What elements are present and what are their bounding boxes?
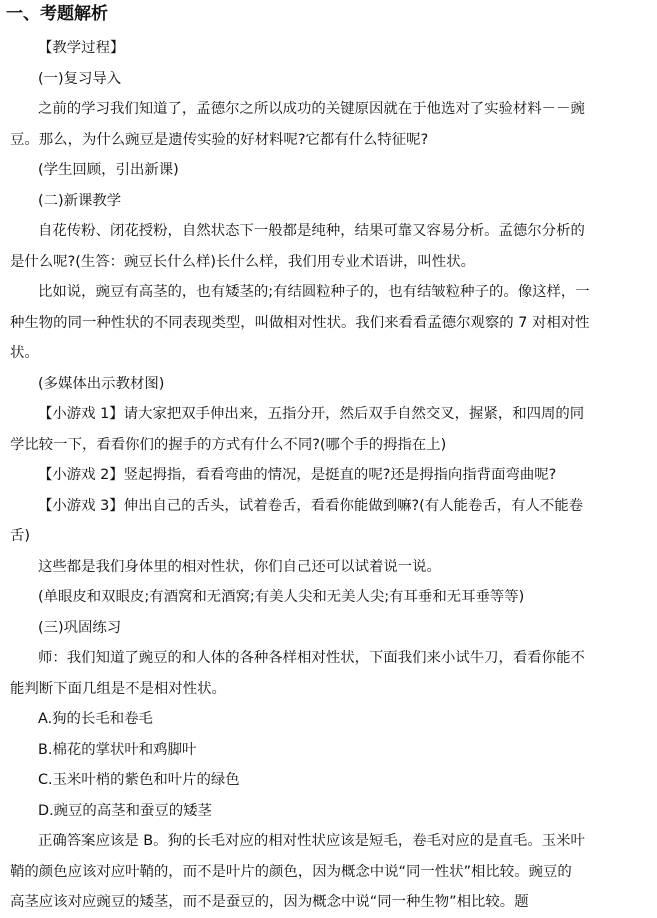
- text-line: B.棉花的掌状叶和鸡脚叶: [38, 741, 197, 758]
- text-line: C.玉米叶梢的紫色和叶片的绿色: [38, 772, 240, 788]
- section-title: 一、考题解析: [6, 4, 108, 24]
- text-line: 豆。那么，为什么豌豆是遗传实验的好材料呢?它都有什么特征呢?: [10, 131, 429, 148]
- text-line: 【小游戏 2】竖起拇指，看看弯曲的情况，是挺直的呢?还是拇指向指背面弯曲呢?: [38, 467, 557, 483]
- document-body: [10, 33, 645, 918]
- text-line: (一)复习导入: [38, 70, 122, 87]
- text-line: (单眼皮和双眼皮;有酒窝和无酒窝;有美人尖和无美人尖;有耳垂和无耳垂等等): [38, 589, 525, 605]
- text-line: (学生回顾，引出新课): [38, 162, 179, 178]
- text-line: A.狗的长毛和卷毛: [38, 711, 153, 727]
- text-line: 能判断下面几组是不是相对性状。: [10, 680, 226, 697]
- text-line: 之前的学习我们知道了，孟德尔之所以成功的关键原因就在于他选对了实验材料－－豌: [38, 101, 585, 117]
- text-line: 比如说，豌豆有高茎的，也有矮茎的;有结圆粒种子的，也有结皱粒种子的。像这样，一: [38, 284, 590, 300]
- text-line: 自花传粉、闭花授粉，自然状态下一般都是纯种，结果可靠又容易分析。孟德尔分析的: [38, 223, 585, 239]
- text-line: 鞘的颜色应该对应叶鞘的，而不是叶片的颜色，因为概念中说“同一性状”相比较。豌豆的: [10, 863, 572, 880]
- text-line: 种生物的同一种性状的不同表现类型，叫做相对性状。我们来看看孟德尔观察的 7 对相对性: [10, 314, 590, 331]
- text-line: D.豌豆的高茎和蚕豆的矮茎: [38, 802, 212, 819]
- text-line: 高茎应该对应豌豆的矮茎，而不是蚕豆的，因为概念中说“同一种生物”相比较。题: [10, 894, 529, 910]
- text-line: 舌): [10, 528, 31, 544]
- text-line: 状。: [10, 345, 39, 361]
- text-line: 师：我们知道了豌豆的和人体的各种各样相对性状，下面我们来小试牛刀，看看你能不: [38, 650, 585, 666]
- text-line: 是什么呢?(生答：豌豆长什么样)长什么样，我们用专业术语讲，叫性状。: [10, 253, 475, 270]
- text-line: (三)巩固练习: [38, 619, 122, 636]
- text-line: 【教学过程】: [38, 40, 125, 56]
- text-line: (二)新课教学: [38, 192, 122, 209]
- text-line: 这些都是我们身体里的相对性状，你们自己还可以试着说一说。: [38, 558, 441, 575]
- text-line: (多媒体出示教材图): [38, 375, 165, 392]
- text-line: 【小游戏 1】请大家把双手伸出来，五指分开，然后双手自然交叉，握紧，和四周的同: [38, 406, 585, 422]
- text-line: 正确答案应该是 B。狗的长毛对应的相对性状应该是短毛，卷毛对应的是直毛。玉米叶: [38, 833, 585, 849]
- text-line: 【小游戏 3】伸出自己的舌头，试着卷舌，看看你能做到嘛?(有人能卷舌，有人不能卷: [38, 497, 584, 514]
- text-line: 学比较一下，看看你们的握手的方式有什么不同?(哪个手的拇指在上): [10, 436, 447, 453]
